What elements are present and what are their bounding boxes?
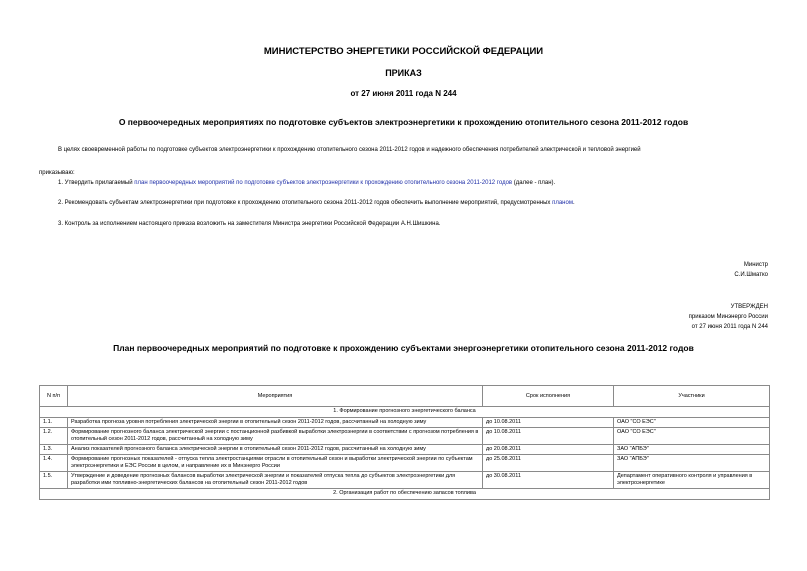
plan-table <box>39 385 770 500</box>
signature-position: Министр <box>743 262 768 268</box>
table-row <box>40 472 770 489</box>
item1-suffix: (далее - план). <box>512 180 556 186</box>
section-row <box>40 489 770 500</box>
row-activity: Разработка прогноза уровня потребления электрической энергии в отопительный сезон 2011-2012 годов, рассчитанный на холодную зиму <box>68 418 483 428</box>
intro-paragraph: В целях своевременной работы по подготовке субъектов электроэнергетики к прохождению отопительного сезона 2011-2012 годов и надежного обеспечения потребителей электрической и тепловой энергией <box>58 147 641 153</box>
row-number: 1.5. <box>40 472 68 489</box>
table-row <box>40 455 770 472</box>
approval-line-1: УТВЕРЖДЕН <box>730 304 768 310</box>
row-number: 1.1. <box>40 418 68 428</box>
plan-reference-link[interactable]: планом <box>552 200 573 206</box>
row-activity: Формирование прогнозного баланса электрической энергии с постанционной разбивкой выработки электроэнергии в соответствии с прогнозом потребления в отопительный сезон 2011-2012 годов, рассчитанный на холодную зиму <box>68 428 483 445</box>
item2-prefix: 2. Рекомендовать субъектам электроэнергетики при подготовке к прохождению отопительного сезона 2011-2012 годов обеспечить выполнение мероприятий, предусмотренных <box>58 200 553 206</box>
section-heading-2: 2. Организация работ по обеспечению запасов топлива <box>40 489 770 500</box>
row-participants: Департамент оперативного контроля и управления в электроэнергетике <box>614 472 770 489</box>
row-activity: Анализ показателей прогнозного баланса электрической энергии в отопительный сезон 2011-2012 годов, рассчитанный на холодную зиму <box>68 445 483 455</box>
row-deadline: до 30.08.2011 <box>483 472 614 489</box>
order-word: приказываю: <box>39 170 75 176</box>
col-header-number: N п/п <box>40 386 68 407</box>
table-header-row <box>40 386 770 407</box>
row-participants: ОАО "СО ЕЭС" <box>614 418 770 428</box>
row-deadline: до 10.08.2011 <box>483 428 614 445</box>
item2-suffix: . <box>572 200 575 206</box>
doc-date-number: от 27 июня 2011 года N 244 <box>350 89 457 98</box>
row-number: 1.2. <box>40 428 68 445</box>
col-header-activity: Мероприятия <box>68 386 483 407</box>
section-row <box>40 407 770 418</box>
order-item-1 <box>58 179 555 187</box>
row-participants: ОАО "СО ЕЭС" <box>614 428 770 445</box>
order-item-3: 3. Контроль за исполнением настоящего приказа возложить на заместителя Министра энергетики Российской Федерации А.Н.Шишкина. <box>58 221 441 227</box>
row-number: 1.3. <box>40 445 68 455</box>
col-header-participants: Участники <box>614 386 770 407</box>
row-deadline: до 10.08.2011 <box>483 418 614 428</box>
table-row <box>40 428 770 445</box>
row-activity: Формирование прогнозных показателей - отпуска тепла электростанциями отрасли в отопительный сезон и выработки электрической энергии по субъектам электроэнергетики и ЕЭС России в целом, и направление их в Минэнерго России <box>68 455 483 472</box>
row-participants: ЗАО "АПБЭ" <box>614 445 770 455</box>
doc-type-heading: ПРИКАЗ <box>385 68 422 78</box>
plan-link[interactable]: план первоочередных мероприятий по подготовке субъектов электроэнергетики к прохождению отопительного сезона 2011-2012 годов <box>134 180 513 186</box>
table-row <box>40 418 770 428</box>
order-item-2 <box>58 199 575 207</box>
row-number: 1.4. <box>40 455 68 472</box>
approval-line-2: приказом Минэнерго России <box>688 314 768 320</box>
doc-title: О первоочередных мероприятиях по подготовке субъектов электроэнергетики к прохождению отопительного сезона 2011-2012 годов <box>118 117 689 127</box>
row-participants: ЗАО "АПБЭ" <box>614 455 770 472</box>
row-deadline: до 25.08.2011 <box>483 455 614 472</box>
signature-name: С.И.Шматко <box>734 272 768 278</box>
row-activity: Утверждение и доведение прогнозных балансов выработки электрической энергии и показателей отпуска тепла до субъектов электроэнергетики для разработки ими топливно-энергетических балансов на отопительный сезон 2011-2012 годов <box>68 472 483 489</box>
item1-prefix: 1. Утвердить прилагаемый <box>58 180 135 186</box>
table-row <box>40 445 770 455</box>
col-header-deadline: Срок исполнения <box>483 386 614 407</box>
approval-block <box>689 302 768 332</box>
plan-title: План первоочередных мероприятий по подготовке к прохождению субъектами энергоэнергетики отопительного сезона 2011-2012 годов <box>113 343 694 353</box>
section-heading-1: 1. Формирование прогнозного энергетического баланса <box>40 407 770 418</box>
approval-line-3: от 27 июня 2011 года N 244 <box>691 324 768 330</box>
signature-block <box>734 260 768 280</box>
row-deadline: до 20.08.2011 <box>483 445 614 455</box>
ministry-heading: МИНИСТЕРСТВО ЭНЕРГЕТИКИ РОССИЙСКОЙ ФЕДЕРАЦИИ <box>263 46 544 57</box>
